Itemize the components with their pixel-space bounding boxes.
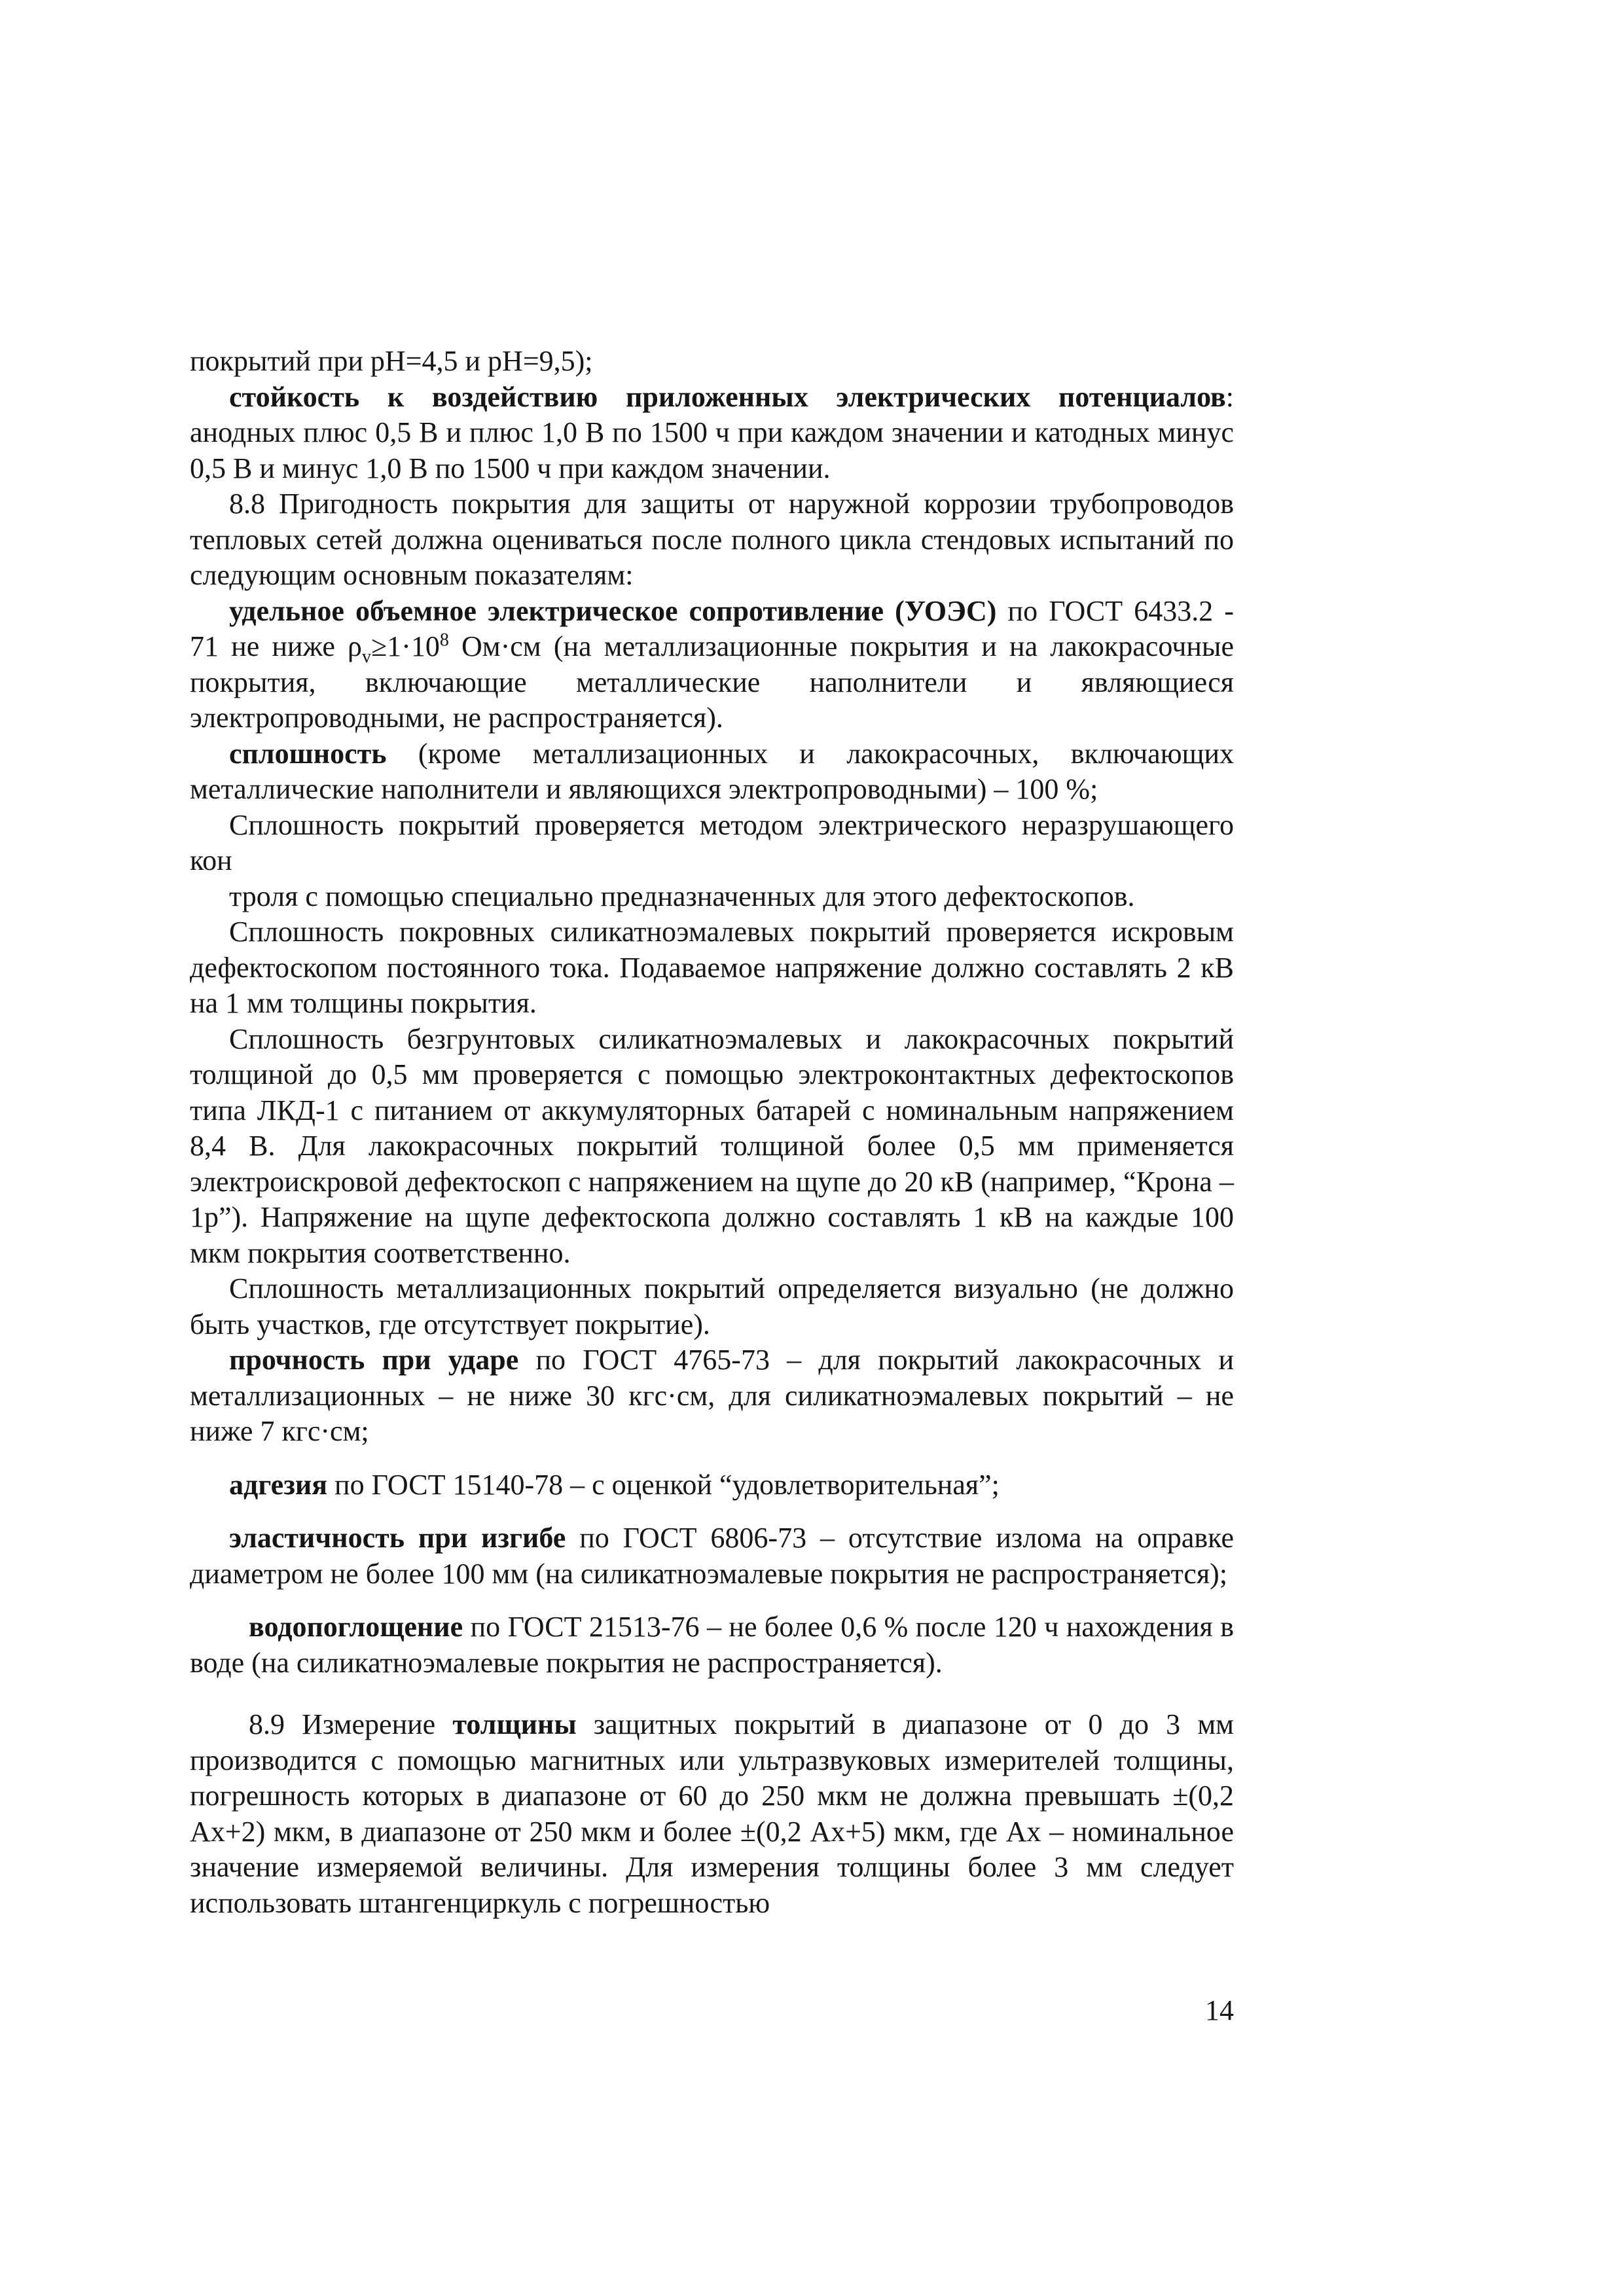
term-continuity: сплошность (229, 737, 387, 770)
paragraph-resistivity (190, 594, 1234, 736)
paragraph-water-absorption (190, 1609, 1234, 1681)
paragraph-text: по ГОСТ 6433.2 - 71 не ниже ρ (190, 594, 1234, 662)
paragraph-text: покрытий при pH=4,5 и pH=9,5); (190, 345, 593, 377)
paragraph-text: защитных покрытий в диапазоне от 0 до 3 мм производится с помощью магнитных или ультразвуковых измерителей толщины, погрешность которых в диапазоне от 60 до 250 мкм не должна превышать ±(0,2 Ах+2) мкм, в диапазоне от 250 мкм и более ±(0,2 Ах+5) мкм, где Ах – номинальное значение измеряемой величины. Для измерения толщины более 3 мм следует использовать штангенциркуль с погрешностью (190, 1708, 1235, 1919)
paragraph-text: по ГОСТ 4765-73 – для покрытий лакокрасочных и металлизационных – не ниже 30 кгс·см, для силикатноэмалевых покрытий – не ниже 7 кгс·см; (190, 1344, 1235, 1447)
paragraph-continuity-check-tail (190, 879, 1234, 915)
paragraph-text: 8.9 Измерение (249, 1708, 453, 1740)
paragraph-text: Сплошность покрытий проверяется методом электрического неразрушающего кон (190, 808, 1234, 876)
term-potential-resistance: стойкость к воздействию приложенных электрических потенциалов (229, 380, 1226, 413)
subscript-v: v (362, 646, 372, 667)
paragraph-text: Ом·см (на металлизационные покрытия и на лакокрасочные покрытия, включающие металлические наполнители и являющиеся электропроводными, не распространяется). (190, 630, 1234, 734)
term-adhesion: адгезия (229, 1468, 328, 1501)
paragraph-text: по ГОСТ 15140-78 – с оценкой “удовлетворительная”; (327, 1468, 1000, 1501)
paragraph-text: по ГОСТ 21513-76 – не более 0,6 % после 120 ч нахождения в воде (на силикатноэмалевые покрытия не распространяется). (190, 1611, 1234, 1679)
page-number: 14 (1205, 1994, 1234, 2026)
paragraph-continuity (190, 736, 1234, 808)
term-resistivity: удельное объемное электрическое сопротивление (УОЭС) (229, 594, 997, 627)
term-impact-strength: прочность при ударе (229, 1344, 519, 1376)
paragraph-text: 8.8 Пригодность покрытия для защиты от наружной коррозии трубопроводов тепловых сетей должна оцениваться после полного цикла стендовых испытаний по следующим основным показателям: (190, 488, 1234, 591)
paragraph-groundless-coatings (190, 1022, 1234, 1272)
paragraph-ph-tail (190, 344, 1234, 380)
document-body (190, 344, 1234, 1921)
paragraph-text: ≥1·10 (371, 630, 440, 662)
paragraph-text: троля с помощью специально предназначенных для этого дефектоскопов. (229, 880, 1135, 912)
paragraph-potential-resistance (190, 380, 1234, 487)
paragraph-text: Сплошность металлизационных покрытий определяется визуально (не должно быть участков, где отсутствует покрытие). (190, 1272, 1234, 1340)
paragraph-text: (кроме металлизационных и лакокрасочных, включающих металлические наполнители и являющихся электропроводными) – 100 %; (190, 737, 1234, 805)
paragraph-silicate-enamel (190, 914, 1234, 1022)
term-elasticity: эластичность при изгибе (229, 1522, 566, 1554)
paragraph-metallization (190, 1271, 1234, 1342)
paragraph-impact-strength (190, 1342, 1234, 1450)
paragraph-text: Сплошность безгрунтовых силикатноэмалевых и лакокрасочных покрытий толщиной до 0,5 мм проверяется с помощью электроконтактных дефектоскопов типа ЛКД-1 с питанием от аккумуляторных батарей с номинальным напряжением 8,4 В. Для лакокрасочных покрытий толщиной более 0,5 мм применяется электроискровой дефектоскоп с напряжением на щупе до 20 кВ (например, “Крона – 1р”). Напряжение на щупе дефектоскопа должно составлять 1 кВ на каждые 100 мкм покрытия соответственно. (190, 1022, 1234, 1269)
paragraph-adhesion (190, 1467, 1234, 1503)
term-water-absorption: водопоглощение (249, 1611, 463, 1643)
paragraph-text: по ГОСТ 6806-73 – отсутствие излома на оправке диаметром не более 100 мм (на силикатноэмалевые покрытия не распространяется); (190, 1522, 1234, 1590)
paragraph-continuity-check (190, 808, 1234, 879)
paragraph-text: : анодных плюс 0,5 В и плюс 1,0 В по 1500 ч при каждом значении и катодных минус 0,5 В и минус 1,0 В по 1500 ч при каждом значении. (190, 380, 1234, 484)
paragraph-elasticity (190, 1520, 1234, 1592)
paragraph-8-9 (190, 1707, 1234, 1921)
paragraph-8-8 (190, 486, 1234, 594)
paragraph-text: Сплошность покровных силикатноэмалевых покрытий проверяется искровым дефектоскопом постоянного тока. Подаваемое напряжение должно составлять 2 кВ на 1 мм толщины покрытия. (190, 916, 1234, 1019)
superscript-8: 8 (439, 630, 449, 651)
term-thickness: толщины (452, 1708, 577, 1740)
